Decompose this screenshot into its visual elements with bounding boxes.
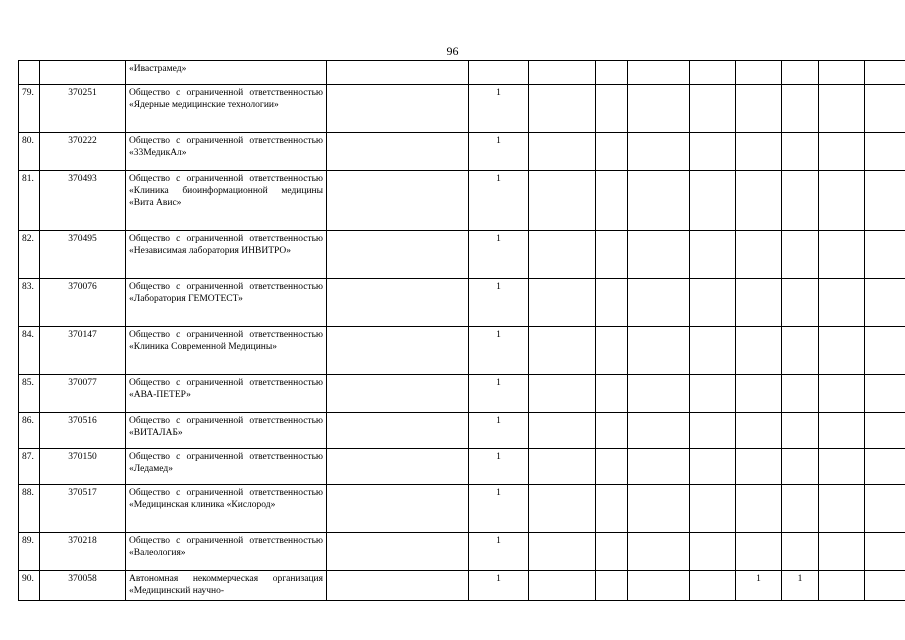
cell-value: [782, 485, 819, 533]
cell-empty: [529, 61, 596, 85]
cell-empty: [690, 533, 736, 571]
cell-empty: [865, 133, 905, 171]
cell-empty: [529, 485, 596, 533]
cell-empty: [819, 533, 865, 571]
cell-empty: [596, 533, 628, 571]
cell-empty: [529, 279, 596, 327]
cell-empty: [865, 231, 905, 279]
cell-name: Автономная некоммерческая организация «Медицинский научно-: [126, 571, 327, 601]
cell-code: 370058: [40, 571, 126, 601]
cell-num: 84.: [19, 327, 40, 375]
cell-empty: [596, 327, 628, 375]
cell-empty: [529, 533, 596, 571]
cell-empty: [690, 449, 736, 485]
cell-empty: [596, 231, 628, 279]
cell-name: Общество с ограниченной ответственностью «ВИТАЛАБ»: [126, 413, 327, 449]
cell-empty: [596, 171, 628, 231]
cell-code: 370218: [40, 533, 126, 571]
cell-empty: [327, 61, 469, 85]
cell-empty: [596, 279, 628, 327]
cell-value: [782, 413, 819, 449]
cell-name: Общество с ограниченной ответственностью «Клиника Современной Медицины»: [126, 327, 327, 375]
cell-empty: [628, 533, 690, 571]
table-row: [19, 171, 905, 231]
cell-empty: [628, 571, 690, 601]
cell-num: 89.: [19, 533, 40, 571]
cell-name: Общество с ограниченной ответственностью «Ядерные медицинские технологии»: [126, 85, 327, 133]
table-row: [19, 327, 905, 375]
cell-name: Общество с ограниченной ответственностью «33МедикАл»: [126, 133, 327, 171]
cell-empty: [327, 85, 469, 133]
cell-empty: [690, 279, 736, 327]
cell-empty: [865, 449, 905, 485]
cell-empty: [690, 85, 736, 133]
cell-empty: [819, 279, 865, 327]
cell-empty: [327, 231, 469, 279]
cell-code: 370495: [40, 231, 126, 279]
cell-code: 370517: [40, 485, 126, 533]
cell-value: [782, 85, 819, 133]
cell-value: [736, 375, 782, 413]
cell-code: 370077: [40, 375, 126, 413]
cell-num: 83.: [19, 279, 40, 327]
cell-empty: [819, 171, 865, 231]
cell-value: 1: [469, 449, 529, 485]
cell-num: 85.: [19, 375, 40, 413]
cell-empty: [819, 571, 865, 601]
cell-empty: [628, 171, 690, 231]
cell-empty: [865, 485, 905, 533]
cell-empty: [690, 327, 736, 375]
table-row: [19, 413, 905, 449]
cell-empty: [865, 375, 905, 413]
cell-empty: [819, 231, 865, 279]
cell-code: 370150: [40, 449, 126, 485]
cell-name: Общество с ограниченной ответственностью «Независимая лаборатория ИНВИТРО»: [126, 231, 327, 279]
cell-empty: [628, 327, 690, 375]
cell-empty: [327, 279, 469, 327]
cell-empty: [690, 61, 736, 85]
cell-empty: [819, 327, 865, 375]
cell-empty: [819, 449, 865, 485]
cell-value: [736, 279, 782, 327]
continuation-row: [19, 61, 905, 85]
cell-value: [736, 327, 782, 375]
cell-empty: [628, 231, 690, 279]
cell-empty: [327, 133, 469, 171]
cell-empty: [327, 485, 469, 533]
cell-empty: [865, 61, 905, 85]
cell-value: 1: [469, 85, 529, 133]
cell-name: Общество с ограниченной ответственностью «АВА-ПЕТЕР»: [126, 375, 327, 413]
cell-num: 80.: [19, 133, 40, 171]
table-row: [19, 133, 905, 171]
cell-empty: [690, 375, 736, 413]
cell-value: [736, 449, 782, 485]
cell-empty: [819, 413, 865, 449]
table-row: [19, 279, 905, 327]
cell-value: [736, 85, 782, 133]
cell-value: [782, 327, 819, 375]
table-row: [19, 375, 905, 413]
cell-empty: [690, 133, 736, 171]
cell-empty: [690, 171, 736, 231]
cell-code: 370251: [40, 85, 126, 133]
cell-empty: [690, 571, 736, 601]
cell-value: [736, 485, 782, 533]
cell-empty: [327, 375, 469, 413]
table-row: [19, 533, 905, 571]
cell-value: 1: [469, 133, 529, 171]
cell-empty: [596, 449, 628, 485]
cell-empty: [628, 413, 690, 449]
cell-empty: [327, 413, 469, 449]
table-row: [19, 85, 905, 133]
cell-empty: [596, 133, 628, 171]
cell-empty: [327, 533, 469, 571]
cell-value: 1: [469, 327, 529, 375]
cell-num: 87.: [19, 449, 40, 485]
cell-empty: [529, 449, 596, 485]
cell-code: 370147: [40, 327, 126, 375]
cell-value: [736, 413, 782, 449]
cell-num: 90.: [19, 571, 40, 601]
cell-empty: [327, 571, 469, 601]
cell-empty: [327, 449, 469, 485]
cell-empty: [819, 485, 865, 533]
cell-empty: [628, 449, 690, 485]
cell-empty: [327, 171, 469, 231]
cell-value: [782, 133, 819, 171]
cell-value: 1: [469, 571, 529, 601]
cell-value: [782, 231, 819, 279]
cell-code: 370222: [40, 133, 126, 171]
cell-empty: [529, 171, 596, 231]
cell-empty: [529, 571, 596, 601]
cell-value: [782, 171, 819, 231]
cell-name: Общество с ограниченной ответственностью «Клиника биоинформационной медицины «Вита Авис»: [126, 171, 327, 231]
cell-empty: [628, 279, 690, 327]
cell-empty: [736, 61, 782, 85]
cell-value: 1: [469, 171, 529, 231]
cell-name: Общество с ограниченной ответственностью «Валеология»: [126, 533, 327, 571]
cell-empty: [596, 85, 628, 133]
cell-empty: [690, 485, 736, 533]
cell-num: 86.: [19, 413, 40, 449]
cell-value: [782, 449, 819, 485]
cell-name: «Ивастрамед»: [126, 61, 327, 85]
cell-value: [736, 533, 782, 571]
cell-value: 1: [469, 279, 529, 327]
cell-value: [782, 375, 819, 413]
cell-empty: [469, 61, 529, 85]
cell-num: 81.: [19, 171, 40, 231]
cell-value: 1: [469, 533, 529, 571]
cell-num: 88.: [19, 485, 40, 533]
cell-empty: [529, 327, 596, 375]
cell-name: Общество с ограниченной ответственностью «Медицинская клиника «Кислород»: [126, 485, 327, 533]
cell-empty: [628, 61, 690, 85]
cell-value: [736, 171, 782, 231]
cell-value: 1: [782, 571, 819, 601]
cell-code: 370076: [40, 279, 126, 327]
cell-empty: [819, 133, 865, 171]
table-row: [19, 449, 905, 485]
cell-num: 82.: [19, 231, 40, 279]
cell-empty: [628, 85, 690, 133]
cell-value: [782, 533, 819, 571]
cell-empty: [782, 61, 819, 85]
registry-table: [18, 60, 905, 601]
cell-empty: [596, 571, 628, 601]
cell-value: 1: [469, 231, 529, 279]
cell-code: 370493: [40, 171, 126, 231]
cell-value: 1: [469, 375, 529, 413]
cell-value: [736, 133, 782, 171]
cell-value: 1: [469, 485, 529, 533]
cell-empty: [865, 571, 905, 601]
cell-empty: [690, 231, 736, 279]
cell-empty: [865, 533, 905, 571]
cell-empty: [529, 133, 596, 171]
cell-empty: [596, 485, 628, 533]
table-row: [19, 571, 905, 601]
cell-empty: [628, 133, 690, 171]
cell-code: [40, 61, 126, 85]
cell-code: 370516: [40, 413, 126, 449]
cell-empty: [865, 413, 905, 449]
cell-empty: [865, 85, 905, 133]
cell-empty: [865, 327, 905, 375]
cell-empty: [529, 413, 596, 449]
cell-value: 1: [736, 571, 782, 601]
cell-empty: [865, 279, 905, 327]
cell-empty: [819, 85, 865, 133]
cell-empty: [819, 61, 865, 85]
cell-num: 79.: [19, 85, 40, 133]
cell-empty: [628, 375, 690, 413]
cell-name: Общество с ограниченной ответственностью «Ледамед»: [126, 449, 327, 485]
cell-empty: [865, 171, 905, 231]
cell-empty: [529, 375, 596, 413]
cell-empty: [596, 413, 628, 449]
cell-empty: [596, 375, 628, 413]
cell-empty: [327, 327, 469, 375]
cell-empty: [690, 413, 736, 449]
cell-value: [736, 231, 782, 279]
cell-name: Общество с ограниченной ответственностью «Лаборатория ГЕМОТЕСТ»: [126, 279, 327, 327]
cell-value: 1: [469, 413, 529, 449]
cell-value: [782, 279, 819, 327]
page-number: 96: [446, 44, 459, 58]
cell-num: [19, 61, 40, 85]
cell-empty: [529, 85, 596, 133]
table-row: [19, 485, 905, 533]
table-row: [19, 231, 905, 279]
cell-empty: [628, 485, 690, 533]
cell-empty: [819, 375, 865, 413]
cell-empty: [596, 61, 628, 85]
cell-empty: [529, 231, 596, 279]
